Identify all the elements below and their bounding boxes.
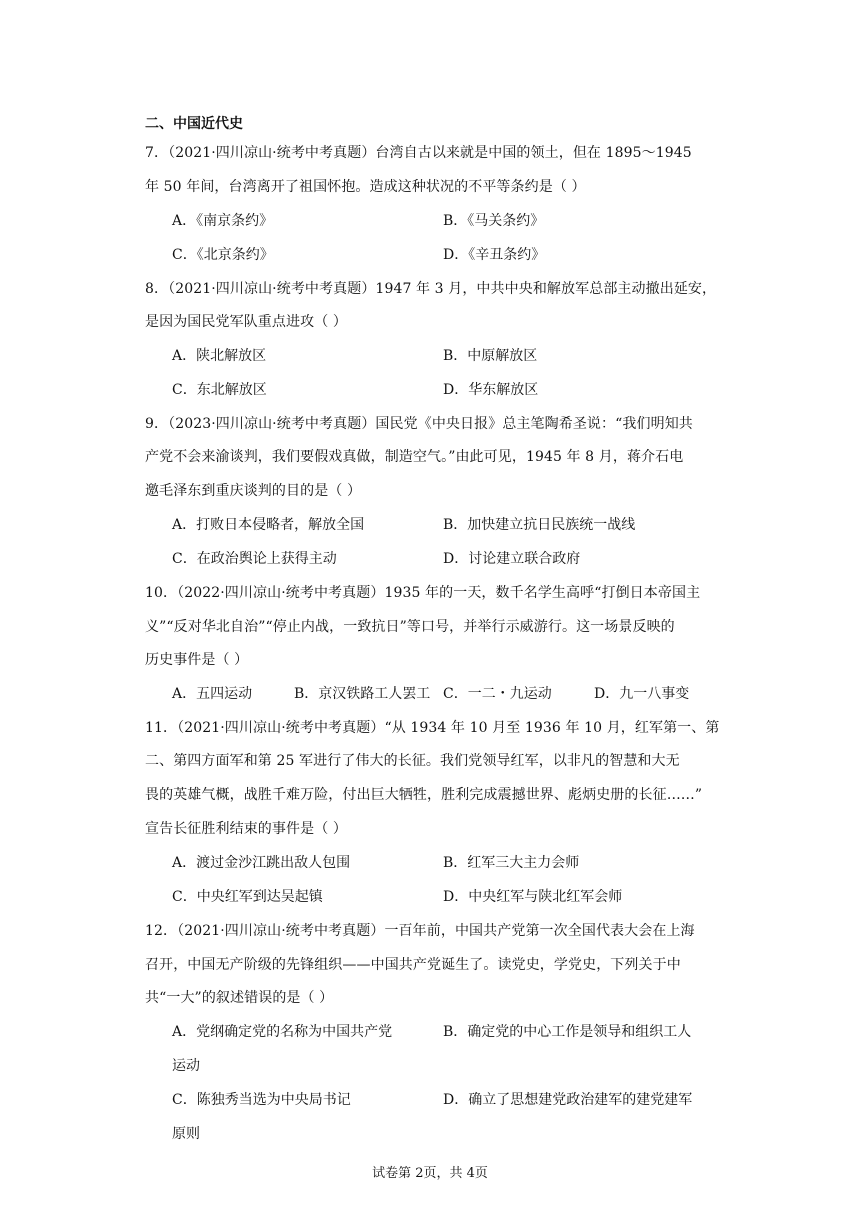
- question-7-line-2: 年 50 年间，台湾离开了祖国怀抱。造成这种状况的不平等条约是（ ）: [145, 179, 586, 195]
- question-12-option-a: A．党纲确定党的名称为中国共产党: [172, 1024, 393, 1040]
- question-11-option-b: B．红军三大主力会师: [443, 855, 580, 871]
- question-8-option-d: D．华东解放区: [443, 382, 539, 398]
- question-9-option-b: B．加快建立抗日民族统一战线: [443, 517, 636, 533]
- question-11-line-2: 二、第四方面军和第 25 军进行了伟大的长征。我们党领导红军，以非凡的智慧和大无: [145, 753, 680, 769]
- question-10-line-3: 历史事件是（ ）: [145, 652, 249, 668]
- question-7-option-b: B．《马关条约》: [443, 213, 545, 229]
- question-8-line-2: 是因为国民党军队重点进攻（ ）: [145, 314, 347, 330]
- question-12-option-c: C．陈独秀当选为中央局书记: [172, 1092, 351, 1108]
- question-9-option-c: C．在政治舆论上获得主动: [172, 551, 337, 567]
- question-9-option-a: A．打败日本侵略者，解放全国: [172, 517, 365, 533]
- question-8-option-a: A．陕北解放区: [172, 348, 267, 364]
- question-9-option-d: D．讨论建立联合政府: [443, 551, 581, 567]
- question-11-line-1: 11．（2021·四川凉山·统考中考真题）“从 1934 年 10 月至 1936 年 10 月，红军第一、第: [145, 720, 720, 736]
- question-8-option-c: C．东北解放区: [172, 382, 267, 398]
- section-title: 二、中国近代史: [145, 116, 243, 132]
- question-9-line-3: 邀毛泽东到重庆谈判的目的是（ ）: [145, 483, 362, 499]
- question-11-line-4: 宣告长征胜利结束的事件是（ ）: [145, 821, 347, 837]
- question-10-line-1: 10．（2022·四川凉山·统考中考真题）1935 年的一天，数千名学生高呼“打倒日本帝国主: [145, 585, 701, 601]
- question-11-option-c: C．中央红军到达吴起镇: [172, 889, 323, 905]
- question-10-line-2: 义”“反对华北自治”“停止内战，一致抗日”等口号，并举行示威游行。这一场景反映的: [145, 619, 675, 635]
- question-10-option-c: C．一二・九运动: [443, 686, 552, 702]
- question-10-option-b: B．京汉铁路工人罢工: [294, 686, 431, 702]
- question-7-option-c: C．《北京条约》: [172, 247, 274, 263]
- question-11-line-3: 畏的英雄气概，战胜千难万险，付出巨大牺牲，胜利完成震撼世界、彪炳史册的长征……”: [145, 787, 703, 803]
- question-10-option-a: A．五四运动: [172, 686, 253, 702]
- question-8-option-b: B．中原解放区: [443, 348, 538, 364]
- question-8-line-1: 8．（2021·四川凉山·统考中考真题）1947 年 3 月，中共中央和解放军总部主动撤出延安，: [145, 281, 717, 297]
- question-12-option-b-continued: 运动: [172, 1058, 200, 1074]
- question-10-option-d: D．九一八事变: [594, 686, 690, 702]
- question-7-option-a: A．《南京条约》: [172, 213, 274, 229]
- question-12-line-2: 召开，中国无产阶级的先锋组织——中国共产党诞生了。读党史，学党史，下列关于中: [145, 957, 681, 973]
- question-11-option-a: A．渡过金沙江跳出敌人包围: [172, 855, 351, 871]
- question-7-line-1: 7．（2021·四川凉山·统考中考真题）台湾自古以来就是中国的领土，但在 1895～1945: [145, 145, 692, 161]
- question-12-line-1: 12．（2021·四川凉山·统考中考真题）一百年前，中国共产党第一次全国代表大会在上海: [145, 923, 695, 939]
- question-11-option-d: D．中央红军与陕北红军会师: [443, 889, 623, 905]
- question-12-option-b: B．确定党的中心工作是领导和组织工人: [443, 1024, 692, 1040]
- question-12-option-d: D．确立了思想建党政治建军的建党建军: [443, 1092, 693, 1108]
- question-12-option-d-continued: 原则: [172, 1126, 200, 1142]
- page-footer: 试卷第 2页，共 4页: [372, 1166, 488, 1181]
- question-9-line-2: 产党不会来渝谈判，我们要假戏真做，制造空气。”由此可见，1945 年 8 月，蒋介石电: [145, 449, 684, 465]
- question-12-line-3: 共“一大”的叙述错误的是（ ）: [145, 990, 334, 1006]
- question-7-option-d: D．《辛丑条约》: [443, 247, 546, 263]
- question-9-line-1: 9．（2023·四川凉山·统考中考真题）国民党《中央日报》总主笔陶希圣说：“我们明知共: [145, 416, 693, 432]
